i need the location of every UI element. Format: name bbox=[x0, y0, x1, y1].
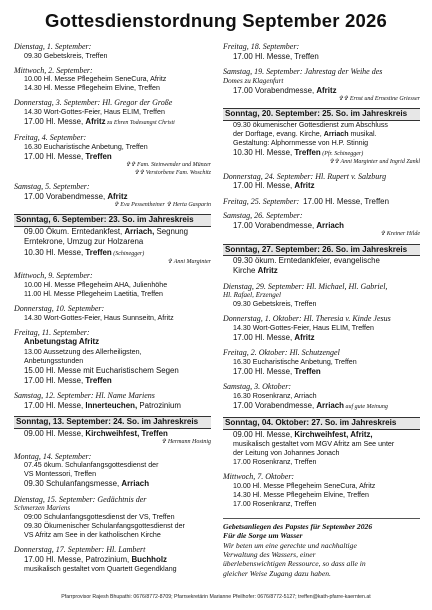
service-line bbox=[14, 461, 211, 470]
day-entry bbox=[14, 133, 211, 177]
service-line bbox=[223, 130, 420, 139]
day-heading bbox=[223, 172, 420, 182]
right-column-entries bbox=[223, 42, 420, 509]
prayer-line: gleicher Weise Zugang dazu haben. bbox=[223, 568, 331, 578]
service-text: 07.45 ökum. Schulanfangsgottesdienst der bbox=[24, 461, 159, 470]
day-entry bbox=[14, 495, 211, 541]
service-text: 10.00 Hl. Messe Pflegeheim SeneCura, Afritz bbox=[233, 481, 376, 490]
service-line bbox=[223, 482, 420, 491]
service-line bbox=[223, 148, 420, 159]
service-extra: Patrozinium bbox=[137, 401, 182, 411]
service-line bbox=[223, 221, 420, 231]
day-heading bbox=[14, 42, 211, 52]
service-line bbox=[223, 367, 420, 377]
service-text: 14.30 Hl. Messe Pflegeheim Elvine, Treffen bbox=[233, 490, 369, 499]
memorial-note: ✞✞ Verstorbene Fam. Woschitz bbox=[134, 169, 211, 176]
service-location: Treffen bbox=[85, 376, 112, 386]
service-text: 17.00 Vorabendmesse, bbox=[233, 220, 317, 230]
day-heading-text: Samstag, 3. Oktober: bbox=[223, 382, 291, 392]
service-line bbox=[14, 290, 211, 299]
service-text: 14.30 Wort-Gottes-Feier, Haus Sunnseitn, Afritz bbox=[24, 313, 174, 322]
day-entry bbox=[14, 391, 211, 411]
service-text: 16.30 Eucharistische Anbetung, Treffen bbox=[24, 142, 148, 151]
service-location: Afritz bbox=[294, 333, 315, 343]
day-heading bbox=[223, 314, 420, 324]
day-entry bbox=[223, 314, 420, 343]
service-text: 17.00 Hl. Messe, Treffen bbox=[233, 51, 319, 61]
service-line bbox=[223, 401, 420, 412]
service-text: 16.30 Eucharistische Anbetung, Treffen bbox=[233, 358, 357, 367]
day-heading-text: Sonntag, 20. September: 25. So. im Jahreskreis bbox=[225, 109, 408, 119]
service-text: 17.00 Hl. Messe, bbox=[233, 181, 295, 191]
service-text: 17.00 Vorabendmesse, bbox=[24, 191, 108, 201]
service-line bbox=[223, 392, 420, 401]
service-line bbox=[223, 324, 420, 333]
service-line bbox=[14, 348, 211, 357]
service-line bbox=[14, 504, 211, 513]
service-text: 09.30 Schulanfangsmesse, bbox=[24, 479, 122, 489]
service-text: musikalisch gestaltet vom Quartett Gegendklang bbox=[24, 565, 177, 574]
service-location: Arriach bbox=[323, 129, 349, 138]
service-line bbox=[223, 181, 420, 191]
day-heading bbox=[223, 382, 420, 392]
service-line bbox=[223, 440, 420, 449]
service-line bbox=[14, 192, 211, 202]
service-line bbox=[14, 52, 211, 61]
day-heading bbox=[14, 182, 211, 192]
day-entry bbox=[14, 304, 211, 323]
service-text: 09.30 ökum. Erntedankfeier, evangelische bbox=[233, 256, 380, 266]
service-line bbox=[223, 491, 420, 500]
service-line bbox=[14, 75, 211, 84]
day-entry bbox=[14, 545, 211, 574]
day-heading-text: Freitag, 4. September: bbox=[14, 133, 87, 143]
sunday-heading bbox=[223, 108, 420, 120]
sunday-heading bbox=[14, 214, 211, 226]
memorial-note: ✞ Hermann Hostnig bbox=[161, 439, 211, 446]
service-text: 17.00 Vorabendmesse, bbox=[233, 401, 317, 411]
service-location: Buchholz bbox=[131, 554, 167, 564]
service-line bbox=[14, 429, 211, 439]
day-heading bbox=[14, 391, 211, 401]
service-text: 10.30 Hl. Messe, bbox=[24, 247, 86, 257]
service-text: 09.00 Hl. Messe, bbox=[233, 429, 295, 439]
day-heading bbox=[14, 304, 211, 314]
day-entry bbox=[14, 182, 211, 209]
prayer-intention bbox=[223, 518, 420, 578]
day-heading-text: Sonntag, 6. September: 23. So. im Jahreskreis bbox=[16, 215, 194, 225]
service-location: Afritz bbox=[107, 191, 128, 201]
service-line bbox=[14, 237, 211, 247]
service-line bbox=[223, 291, 420, 300]
day-entry bbox=[223, 472, 420, 509]
service-text: 10.00 Hl. Messe Pflegeheim SeneCura, Afritz bbox=[24, 75, 167, 84]
sunday-heading bbox=[14, 416, 211, 428]
day-heading-text: Freitag, 25. September: bbox=[223, 196, 300, 206]
service-text: 14.30 Wort-Gottes-Feier, Haus ELIM, Treffen bbox=[233, 324, 374, 333]
service-text: 17.00 Hl. Messe, Patrozinium, bbox=[24, 554, 132, 564]
service-location: Kirchweihfest, Treffen bbox=[85, 428, 168, 438]
service-text: VS Afritz am See in der katholischen Kirche bbox=[24, 531, 161, 540]
memorial-note: ✞✞ Fam. Steinwender und Münzer bbox=[125, 162, 211, 169]
service-line bbox=[14, 84, 211, 93]
service-line bbox=[14, 513, 211, 522]
day-heading-text: Samstag, 5. September: bbox=[14, 182, 90, 191]
service-intention: (Pfr. Schinegger) bbox=[320, 150, 364, 157]
prayer-line: Verwaltung des Wassers, einer bbox=[223, 550, 316, 560]
sunday-entry bbox=[14, 214, 211, 266]
service-intention: (Schinegger) bbox=[111, 250, 145, 257]
contact-footer: Pfarrprovisor Rajesh Bhupathi: 0676/8772-8709; Pfarrsekretärin Marianne Pfeilhofer: 0676/8772-5127; treffen@kath-pfarre-kaernten.at bbox=[61, 594, 371, 600]
day-heading-text: Sonntag, 13. September: 24. So. im Jahreskreis bbox=[16, 417, 199, 427]
service-line bbox=[14, 522, 211, 531]
service-text: 11.00 Hl. Messe Pflegeheim Laetitia, Treffen bbox=[24, 290, 163, 299]
service-extra: musikal. bbox=[348, 129, 377, 138]
day-entry bbox=[223, 348, 420, 377]
service-text: Anbetungsstunden bbox=[24, 356, 84, 365]
service-line bbox=[14, 281, 211, 290]
service-text: 14.30 Hl. Messe Pflegeheim Elvine, Treffen bbox=[24, 84, 160, 93]
service-text: Erntekrone, Umzug zur Holzarena bbox=[24, 237, 144, 247]
service-location: Arriach bbox=[316, 401, 344, 411]
service-line bbox=[223, 86, 420, 96]
service-location: Arriach bbox=[121, 479, 150, 489]
service-line bbox=[14, 555, 211, 565]
service-extra: Segnung bbox=[154, 226, 189, 236]
day-heading bbox=[14, 545, 211, 555]
service-intention: auf gute Meinung bbox=[344, 404, 388, 411]
day-entry bbox=[223, 282, 420, 310]
service-line bbox=[14, 227, 211, 237]
service-line bbox=[14, 565, 211, 574]
sunday-heading bbox=[223, 417, 420, 429]
service-location: Treffen bbox=[85, 151, 112, 161]
service-line bbox=[223, 77, 420, 86]
day-entry bbox=[14, 98, 211, 128]
day-entry bbox=[223, 172, 420, 192]
service-line bbox=[223, 458, 420, 467]
day-entry bbox=[14, 271, 211, 299]
day-heading-text: Dienstag, 15. September: Gedächtnis der bbox=[14, 494, 147, 504]
day-entry bbox=[223, 67, 420, 103]
day-heading-text: Mittwoch, 2. September: bbox=[14, 65, 93, 75]
service-line bbox=[14, 314, 211, 323]
day-heading-text: Donnerstag, 1. Oktober: Hl. Theresia v. Kinde Jesus bbox=[223, 314, 391, 324]
service-location: Arriach, bbox=[124, 226, 155, 236]
day-entry bbox=[14, 452, 211, 490]
day-heading-text: Dienstag, 29. September: Hl. Michael, Hl. Gabriel, bbox=[223, 281, 388, 291]
service-location: Afritz bbox=[85, 116, 106, 126]
sunday-entry bbox=[223, 244, 420, 277]
day-heading-text: Samstag, 12. September: Hl. Name Mariens bbox=[14, 391, 155, 401]
day-heading-text: Samstag, 19. September: Jahrestag der Weihe des bbox=[223, 67, 383, 76]
service-line bbox=[223, 52, 420, 62]
service-line bbox=[14, 531, 211, 540]
service-text: 17.00 Hl. Messe, bbox=[233, 367, 295, 377]
service-line bbox=[223, 449, 420, 458]
service-line bbox=[14, 108, 211, 117]
day-heading bbox=[14, 328, 211, 338]
day-entry bbox=[223, 197, 420, 207]
service-text: der Dorftage, evang. Kirche, bbox=[233, 129, 324, 138]
service-line bbox=[223, 430, 420, 440]
service-location: Arriach bbox=[316, 220, 344, 230]
heading-inline-service: 17.00 Hl. Messe, Treffen bbox=[303, 196, 389, 206]
sunday-entry bbox=[223, 108, 420, 166]
service-line bbox=[223, 256, 420, 266]
day-heading bbox=[223, 197, 420, 207]
service-line bbox=[223, 266, 420, 276]
service-line bbox=[223, 121, 420, 130]
day-heading-text: Sonntag, 04. Oktober: 27. So. im Jahreskreis bbox=[225, 418, 397, 428]
day-heading bbox=[223, 211, 420, 221]
prayer-subheading: Für die Sorge um Wasser bbox=[223, 531, 303, 541]
service-location: Afritz bbox=[294, 181, 315, 191]
service-text: 15.00 Hl. Messe mit Eucharistischem Segen bbox=[24, 365, 179, 375]
sunday-entry bbox=[223, 417, 420, 467]
service-line bbox=[14, 337, 211, 347]
service-line bbox=[14, 479, 211, 489]
service-text: 17.00 Hl. Messe, bbox=[24, 376, 86, 386]
service-text: 09.30 Gebetskreis, Treffen bbox=[24, 51, 108, 60]
day-heading-text: Mittwoch, 9. September: bbox=[14, 271, 93, 281]
service-line bbox=[14, 143, 211, 152]
day-heading-text: Montag, 14. September: bbox=[14, 451, 92, 461]
service-line bbox=[14, 248, 211, 259]
service-line bbox=[223, 139, 420, 148]
service-line bbox=[14, 357, 211, 366]
service-location: Treffen bbox=[294, 367, 321, 377]
day-entry bbox=[223, 382, 420, 412]
day-entry bbox=[223, 42, 420, 62]
right-column bbox=[223, 42, 420, 578]
service-location: Treffen bbox=[294, 147, 321, 157]
service-location: Afritz bbox=[257, 266, 278, 276]
prayer-heading: Gebetsanliegen des Papstes für September 2026 bbox=[223, 521, 373, 531]
day-heading bbox=[14, 452, 211, 462]
service-text: 14.30 Wort-Gottes-Feier, Haus ELIM, Treffen bbox=[24, 107, 165, 116]
day-heading-text: Donnerstag, 17. September: Hl. Lambert bbox=[14, 545, 146, 555]
service-text: 10.00 Hl. Messe Pflegeheim AHA, Julienhöhe bbox=[24, 281, 168, 290]
service-line bbox=[223, 333, 420, 343]
memorial-note: ✞ Kreiner Hilde bbox=[380, 231, 420, 238]
service-location: Afritz bbox=[316, 85, 337, 95]
sunday-heading bbox=[223, 244, 420, 256]
sunday-entry bbox=[14, 416, 211, 446]
service-text: 17.00 Hl. Messe, bbox=[24, 401, 86, 411]
service-text: Gestaltung: Alphornmesse von H.P. Stinnig bbox=[233, 138, 369, 147]
service-text: 17.00 Hl. Messe, bbox=[24, 116, 86, 126]
service-line bbox=[14, 152, 211, 162]
day-entry bbox=[14, 66, 211, 94]
service-line bbox=[14, 470, 211, 479]
service-line bbox=[223, 358, 420, 367]
service-text: 09:00 Schulanfangsgottesdienst der VS, Treffen bbox=[24, 513, 175, 522]
service-text: 17.00 Rosenkranz, Treffen bbox=[233, 499, 317, 508]
day-heading-text: Donnerstag, 24. September: Hl. Rupert v. Salzburg bbox=[223, 171, 387, 181]
prayer-line: Wir beten um eine gerechte und nachhaltige bbox=[223, 540, 357, 550]
memorial-note: ✞ Anni Marginter bbox=[167, 259, 211, 266]
day-heading bbox=[223, 472, 420, 482]
service-text: 09.00 Hl. Messe, bbox=[24, 428, 86, 438]
service-line bbox=[223, 300, 420, 309]
service-line bbox=[14, 376, 211, 386]
memorial-note: ✞✞ Ernst und Ernestine Griesser bbox=[338, 96, 420, 102]
day-heading bbox=[14, 66, 211, 76]
service-location: Anbetungstag Afritz bbox=[24, 337, 100, 347]
service-intention: zu Ehren Todesangst Christi bbox=[105, 119, 175, 126]
service-text: 17.00 Vorabendmesse, bbox=[233, 85, 317, 95]
service-text: 16.30 Rosenkranz, Arriach bbox=[233, 392, 317, 401]
day-heading bbox=[223, 42, 420, 52]
day-heading bbox=[223, 282, 420, 292]
day-heading-text: Freitag, 2. Oktober: Hl. Schutzengel bbox=[223, 348, 340, 358]
day-heading bbox=[14, 133, 211, 143]
service-text: 09.30 ökumenischer Gottesdienst zum Abschluss bbox=[233, 120, 388, 129]
prayer-line: überlebenswichtigen Ressource, so dass alle in bbox=[223, 559, 366, 569]
service-text: 09.00 Ökum. Erntedankfest, bbox=[24, 226, 125, 236]
day-heading bbox=[223, 348, 420, 358]
service-location: Treffen bbox=[85, 247, 112, 257]
day-heading-text: Donnerstag, 3. September: Hl. Gregor der Große bbox=[14, 98, 173, 108]
service-location: Kirchweihfest, Afritz, bbox=[294, 429, 373, 439]
day-heading-text: Samstag, 26. September: bbox=[223, 211, 303, 221]
day-heading bbox=[14, 495, 211, 505]
service-line bbox=[14, 117, 211, 128]
service-text: Hl. Rafael, Erzengel bbox=[223, 291, 281, 300]
day-heading-text: Freitag, 11. September: bbox=[14, 327, 90, 337]
service-text: Kirche bbox=[233, 266, 258, 276]
service-text: 17.00 Hl. Messe, bbox=[233, 333, 295, 343]
day-heading bbox=[223, 67, 420, 77]
service-line bbox=[14, 366, 211, 376]
memorial-note: ✞ Eva Pessentheiner ✞ Herta Gasparin bbox=[113, 202, 211, 208]
day-heading-text: Donnerstag, 10. September: bbox=[14, 304, 105, 314]
service-text: der Leitung von Johannes Jonach bbox=[233, 449, 340, 458]
service-text: 09.30 Gebetskreis, Treffen bbox=[233, 300, 317, 309]
service-text: Schmerzen Mariens bbox=[14, 504, 71, 513]
day-entry bbox=[14, 42, 211, 61]
service-text: 13.00 Aussetzung des Allerheiligsten, bbox=[24, 347, 142, 356]
left-column bbox=[14, 42, 211, 579]
service-line bbox=[14, 401, 211, 411]
service-text: 17.00 Rosenkranz, Treffen bbox=[233, 458, 317, 467]
day-heading-text: Sonntag, 27. September: 26. So. im Jahreskreis bbox=[225, 244, 408, 254]
day-heading-text: Dienstag, 1. September: bbox=[14, 42, 92, 51]
service-text: 17.00 Hl. Messe, bbox=[24, 151, 86, 161]
day-entry bbox=[223, 211, 420, 238]
service-location: Innerteuchen, bbox=[85, 401, 138, 411]
service-text: VS Montessori, Treffen bbox=[24, 470, 97, 479]
service-text: 09.30 Ökumenischer Schulanfangsgottesdienst der bbox=[24, 522, 185, 531]
service-text: Domes zu Klagenfurt bbox=[223, 76, 284, 85]
day-heading bbox=[14, 271, 211, 281]
day-heading-text: Freitag, 18. September: bbox=[223, 42, 300, 51]
day-entry bbox=[14, 328, 211, 387]
service-line bbox=[223, 500, 420, 509]
service-text: 10.30 Hl. Messe, bbox=[233, 147, 295, 157]
day-heading-text: Mittwoch, 7. Oktober: bbox=[223, 472, 295, 482]
service-text: musikalisch gestaltet vom MGV Afritz am See unter bbox=[233, 440, 395, 449]
day-heading bbox=[14, 98, 211, 108]
page-title: Gottesdienstordnung September 2026 bbox=[45, 10, 387, 31]
memorial-note: ✞✞ Anni Marginter und Ingrid Zankl bbox=[329, 159, 420, 166]
